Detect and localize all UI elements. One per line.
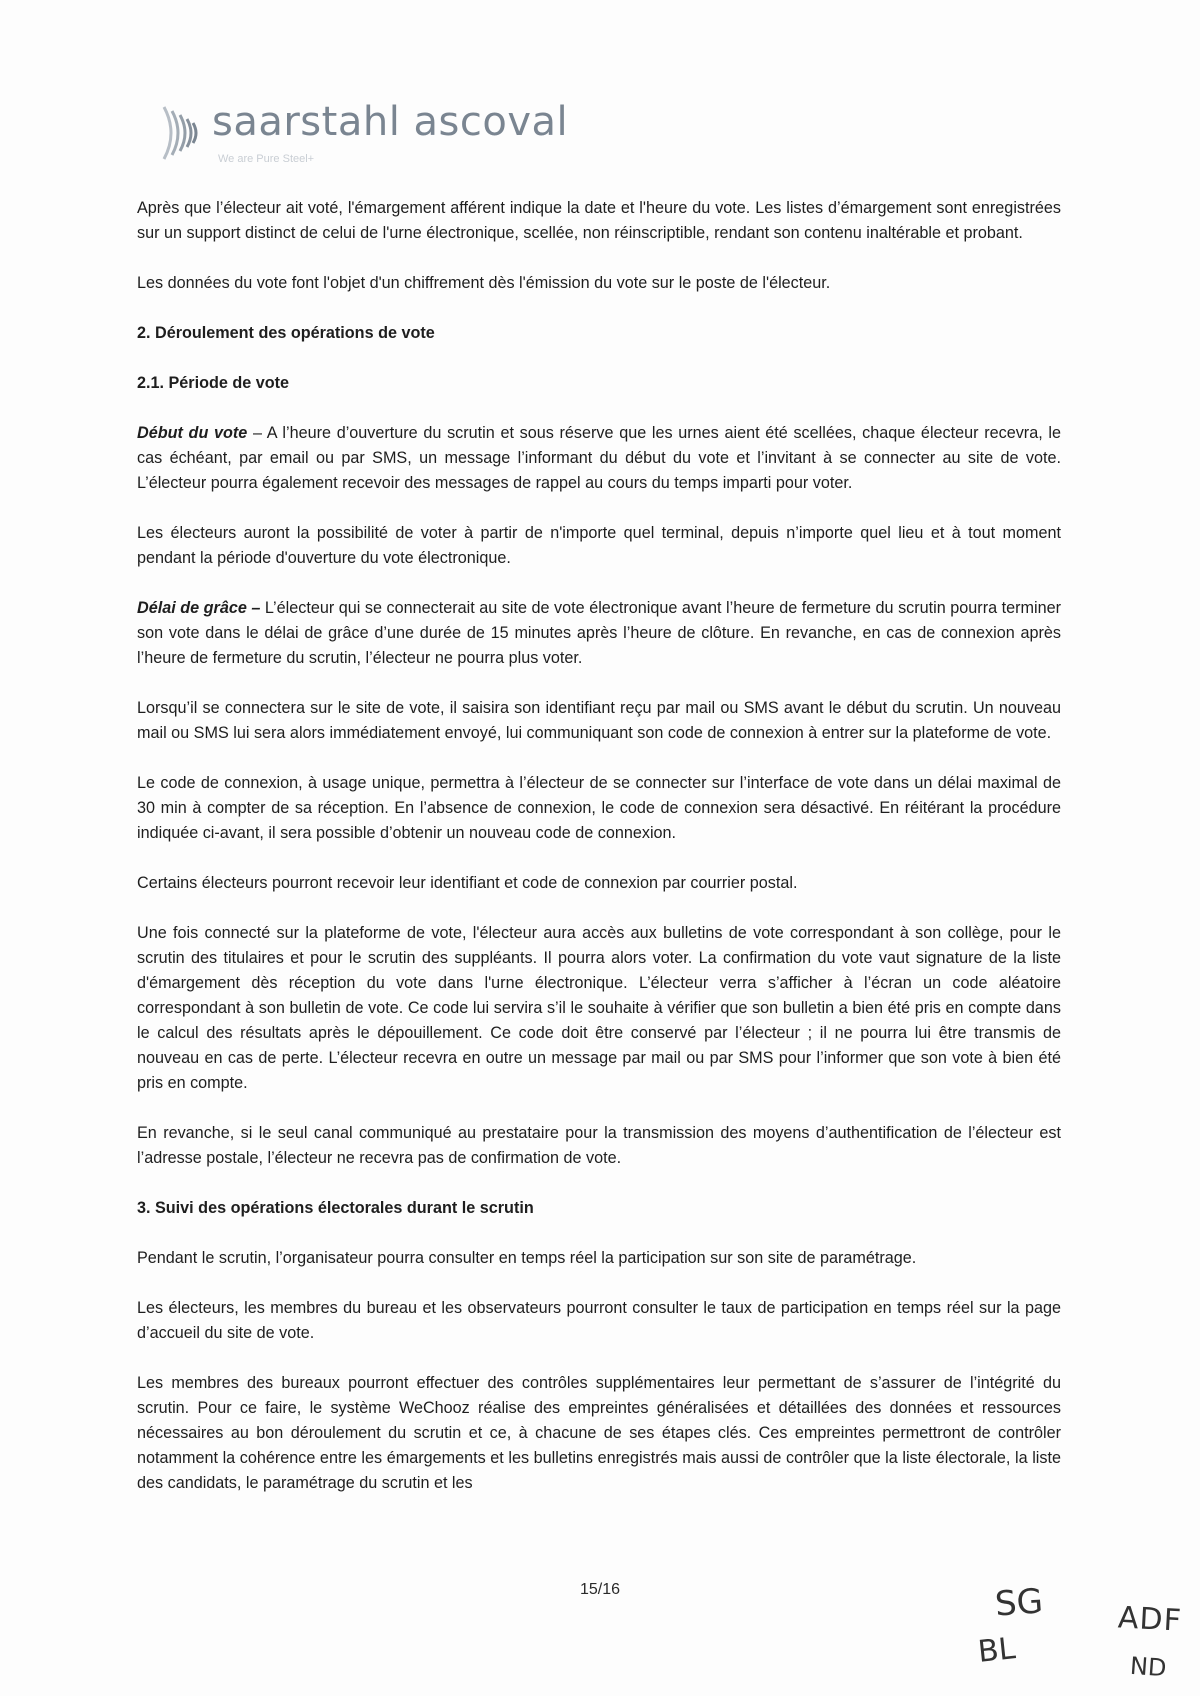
section-heading: 2. Déroulement des opérations de vote [137,324,435,342]
company-logo [160,95,580,175]
logo-name: saarstahl ascoval [212,99,569,145]
paragraph: Le code de connexion, à usage unique, permettra à l’électeur de se connecter sur l’interface de vote dans un délai maximal de 30 min à compter de sa réception. En l’absence de connexion, le code de connexion sera désactivé. En réitérant la procédure indiquée ci-avant, il sera possible d’obtenir un nouveau code de connexion. [137,774,1061,842]
paragraph: En revanche, si le seul canal communiqué au prestataire pour la transmission des moyens d’authentification de l’électeur est l’adresse postale, l’électeur ne recevra pas de confirmation de vote. [137,1124,1061,1167]
paragraph: Les données du vote font l'objet d'un chiffrement dès l'émission du vote sur le poste de l'électeur. [137,274,831,292]
paragraph: Les membres des bureaux pourront effectuer des contrôles supplémentaires leur permettant de s’assurer de l’intégrité du scrutin. Pour ce faire, le système WeChooz réalise des empreintes généralisées et détaillées des données et ressources nécessaires au bon déroulement du scrutin et ce, à chacune de ses étapes clés. Ces empreintes permettront de contrôler notamment la cohérence entre les émargements et les bulletins enregistrés mais aussi de contrôler que la liste électorale, la liste des candidats, le paramétrage du scrutin et les [137,1374,1061,1492]
logo-waves-icon [160,101,214,165]
term-label: Délai de grâce – [137,599,261,617]
paragraph: Les électeurs, les membres du bureau et les observateurs pourront consulter le taux de participation en temps réel sur la page d’accueil du site de vote. [137,1299,1061,1342]
paragraph: Pendant le scrutin, l’organisateur pourra consulter en temps réel la participation sur son site de paramétrage. [137,1249,917,1267]
handwritten-initials: SG [993,1581,1045,1625]
term-label: Début du vote [137,424,248,442]
section-heading: 3. Suivi des opérations électorales durant le scrutin [137,1199,534,1217]
paragraph-text: – A l’heure d’ouverture du scrutin et sous réserve que les urnes aient été scellées, chaque électeur recevra, le cas échéant, par email ou par SMS, un message l’informant du début du vote et l’invitant à se connecter au site de vote. L’électeur pourra également recevoir des messages de rappel au cours du temps imparti pour voter. [137,424,1061,492]
paragraph [137,596,1061,671]
paragraph [137,421,1061,496]
document-body [137,196,1061,1521]
paragraph: Une fois connecté sur la plateforme de vote, l'électeur aura accès aux bulletins de vote correspondant à son collège, pour le scrutin des titulaires et pour le scrutin des suppléants. Il pourra alors voter. La confirmation du vote vaut signature de la liste d'émargement dès réception du vote dans l'urne électronique. L’électeur verra s’afficher à l’écran un code aléatoire correspondant à son bulletin de vote. Ce code lui servira s’il le souhaite à vérifier que son bulletin a bien été pris en compte dans le calcul des résultats après le dépouillement. Ce code doit être conservé par l’électeur ; il ne pourra lui être transmis de nouveau en cas de perte. L’électeur recevra en outre un message par mail ou par SMS pour l’informer que son vote à bien été pris en compte. [137,924,1061,1092]
paragraph: Lorsqu’il se connectera sur le site de vote, il saisira son identifiant reçu par mail ou SMS avant le début du scrutin. Un nouveau mail ou SMS lui sera alors immédiatement envoyé, lui communiquant son code de connexion à entrer sur la plateforme de vote. [137,699,1061,742]
subsection-heading: 2.1. Période de vote [137,374,290,392]
page-number: 15/16 [579,1581,621,1598]
handwritten-initials: ND [1129,1651,1168,1683]
handwritten-initials: ADF [1117,1600,1183,1639]
paragraph: Les électeurs auront la possibilité de voter à partir de n'importe quel terminal, depuis n’importe quel lieu et à tout moment pendant la période d'ouverture du vote électronique. [137,524,1061,567]
logo-tagline: We are Pure Steel+ [218,153,315,165]
paragraph: Certains électeurs pourront recevoir leur identifiant et code de connexion par courrier postal. [137,874,798,892]
paragraph-text: L’électeur qui se connecterait au site de vote électronique avant l’heure de fermeture du scrutin pourra terminer son vote dans le délai de grâce d’une durée de 15 minutes après l’heure de clôture. En revanche, en cas de connexion après l’heure de fermeture du scrutin, l’électeur ne pourra plus voter. [137,599,1061,667]
paragraph: Après que l’électeur ait voté, l'émargement afférent indique la date et l'heure du vote. Les listes d’émargement sont enregistrées sur un support distinct de celui de l'urne électronique, scellée, non réinscriptible, rendant son contenu inaltérable et probant. [137,199,1061,242]
handwritten-initials: BL [976,1631,1018,1670]
